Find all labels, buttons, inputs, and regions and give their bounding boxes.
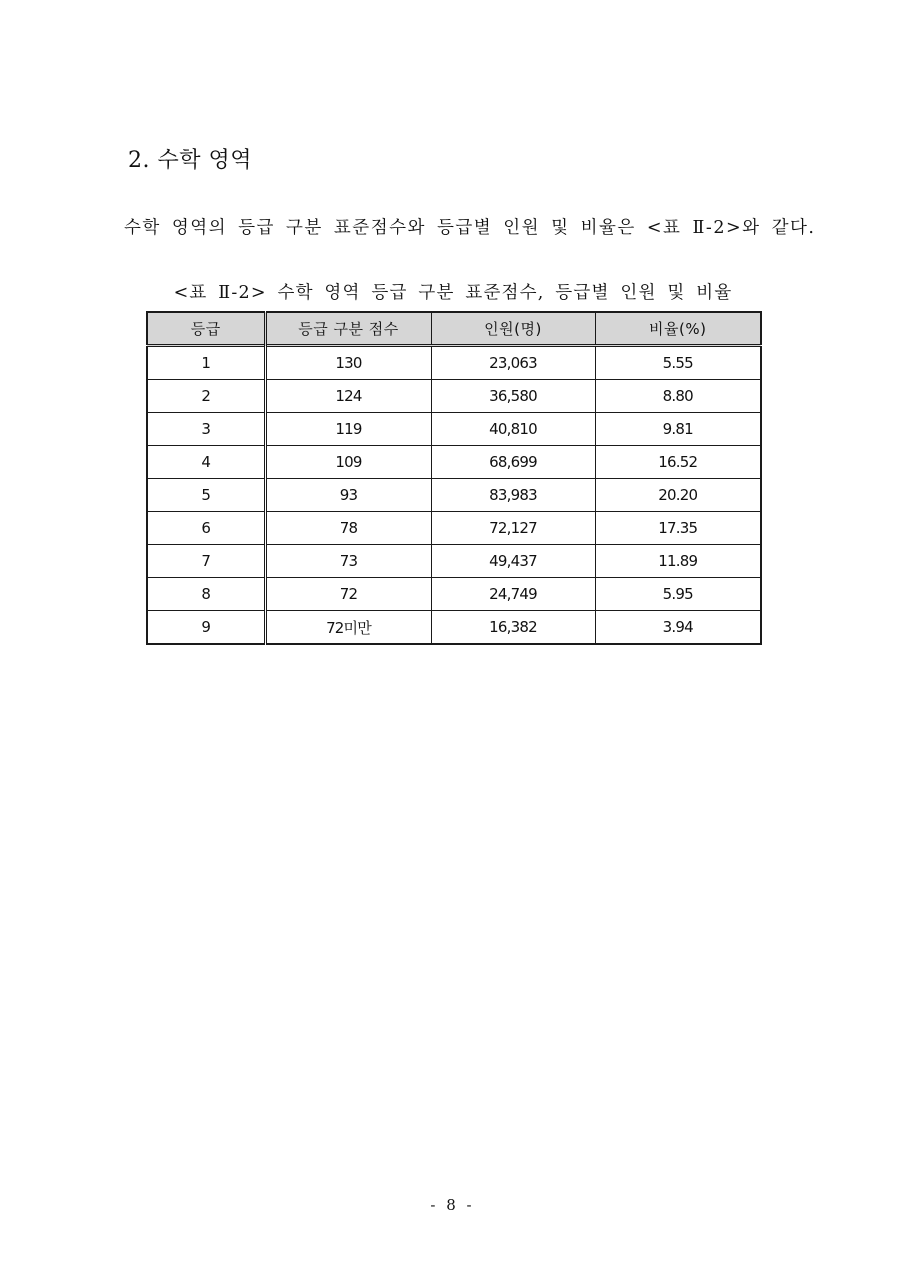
cell-ratio: 11.89 [595,545,761,578]
header-ratio: 비율(%) [595,312,761,346]
cell-cutoff-score: 109 [265,446,431,479]
cell-grade: 8 [147,578,265,611]
header-row [147,312,761,346]
table-row [147,611,761,645]
cell-grade: 6 [147,512,265,545]
header-cutoff-score: 등급 구분 점수 [265,312,431,346]
cell-count: 36,580 [431,380,595,413]
cell-grade: 2 [147,380,265,413]
table-row [147,545,761,578]
cell-cutoff-score: 124 [265,380,431,413]
table-row [147,446,761,479]
grade-table [146,311,762,645]
page-number: - 8 - [430,1196,475,1214]
table-row [147,578,761,611]
cell-grade: 1 [147,346,265,380]
cell-cutoff-score: 72미만 [265,611,431,645]
cell-cutoff-score: 73 [265,545,431,578]
table-row [147,380,761,413]
table-header [147,312,761,346]
cell-cutoff-score: 78 [265,512,431,545]
cell-count: 24,749 [431,578,595,611]
table-row [147,512,761,545]
cell-ratio: 3.94 [595,611,761,645]
cell-count: 16,382 [431,611,595,645]
cell-grade: 4 [147,446,265,479]
cell-count: 68,699 [431,446,595,479]
table-body [147,346,761,645]
header-grade: 등급 [147,312,265,346]
cell-grade: 9 [147,611,265,645]
cell-ratio: 17.35 [595,512,761,545]
table-row [147,413,761,446]
cell-count: 72,127 [431,512,595,545]
cell-grade: 7 [147,545,265,578]
cell-ratio: 5.55 [595,346,761,380]
cell-cutoff-score: 72 [265,578,431,611]
cell-ratio: 16.52 [595,446,761,479]
cell-ratio: 5.95 [595,578,761,611]
cell-cutoff-score: 119 [265,413,431,446]
cell-count: 83,983 [431,479,595,512]
intro-paragraph: 수학 영역의 등급 구분 표준점수와 등급별 인원 및 비율은 <표 Ⅱ-2>와 같다. [124,218,816,238]
cell-ratio: 8.80 [595,380,761,413]
cell-count: 49,437 [431,545,595,578]
cell-count: 23,063 [431,346,595,380]
cell-ratio: 20.20 [595,479,761,512]
table-row [147,346,761,380]
cell-grade: 5 [147,479,265,512]
cell-count: 40,810 [431,413,595,446]
cell-ratio: 9.81 [595,413,761,446]
cell-cutoff-score: 130 [265,346,431,380]
cell-grade: 3 [147,413,265,446]
cell-cutoff-score: 93 [265,479,431,512]
header-count: 인원(명) [431,312,595,346]
table-row [147,479,761,512]
section-title: 2. 수학 영역 [128,148,252,173]
table-caption: <표 Ⅱ-2> 수학 영역 등급 구분 표준점수, 등급별 인원 및 비율 [173,283,733,303]
